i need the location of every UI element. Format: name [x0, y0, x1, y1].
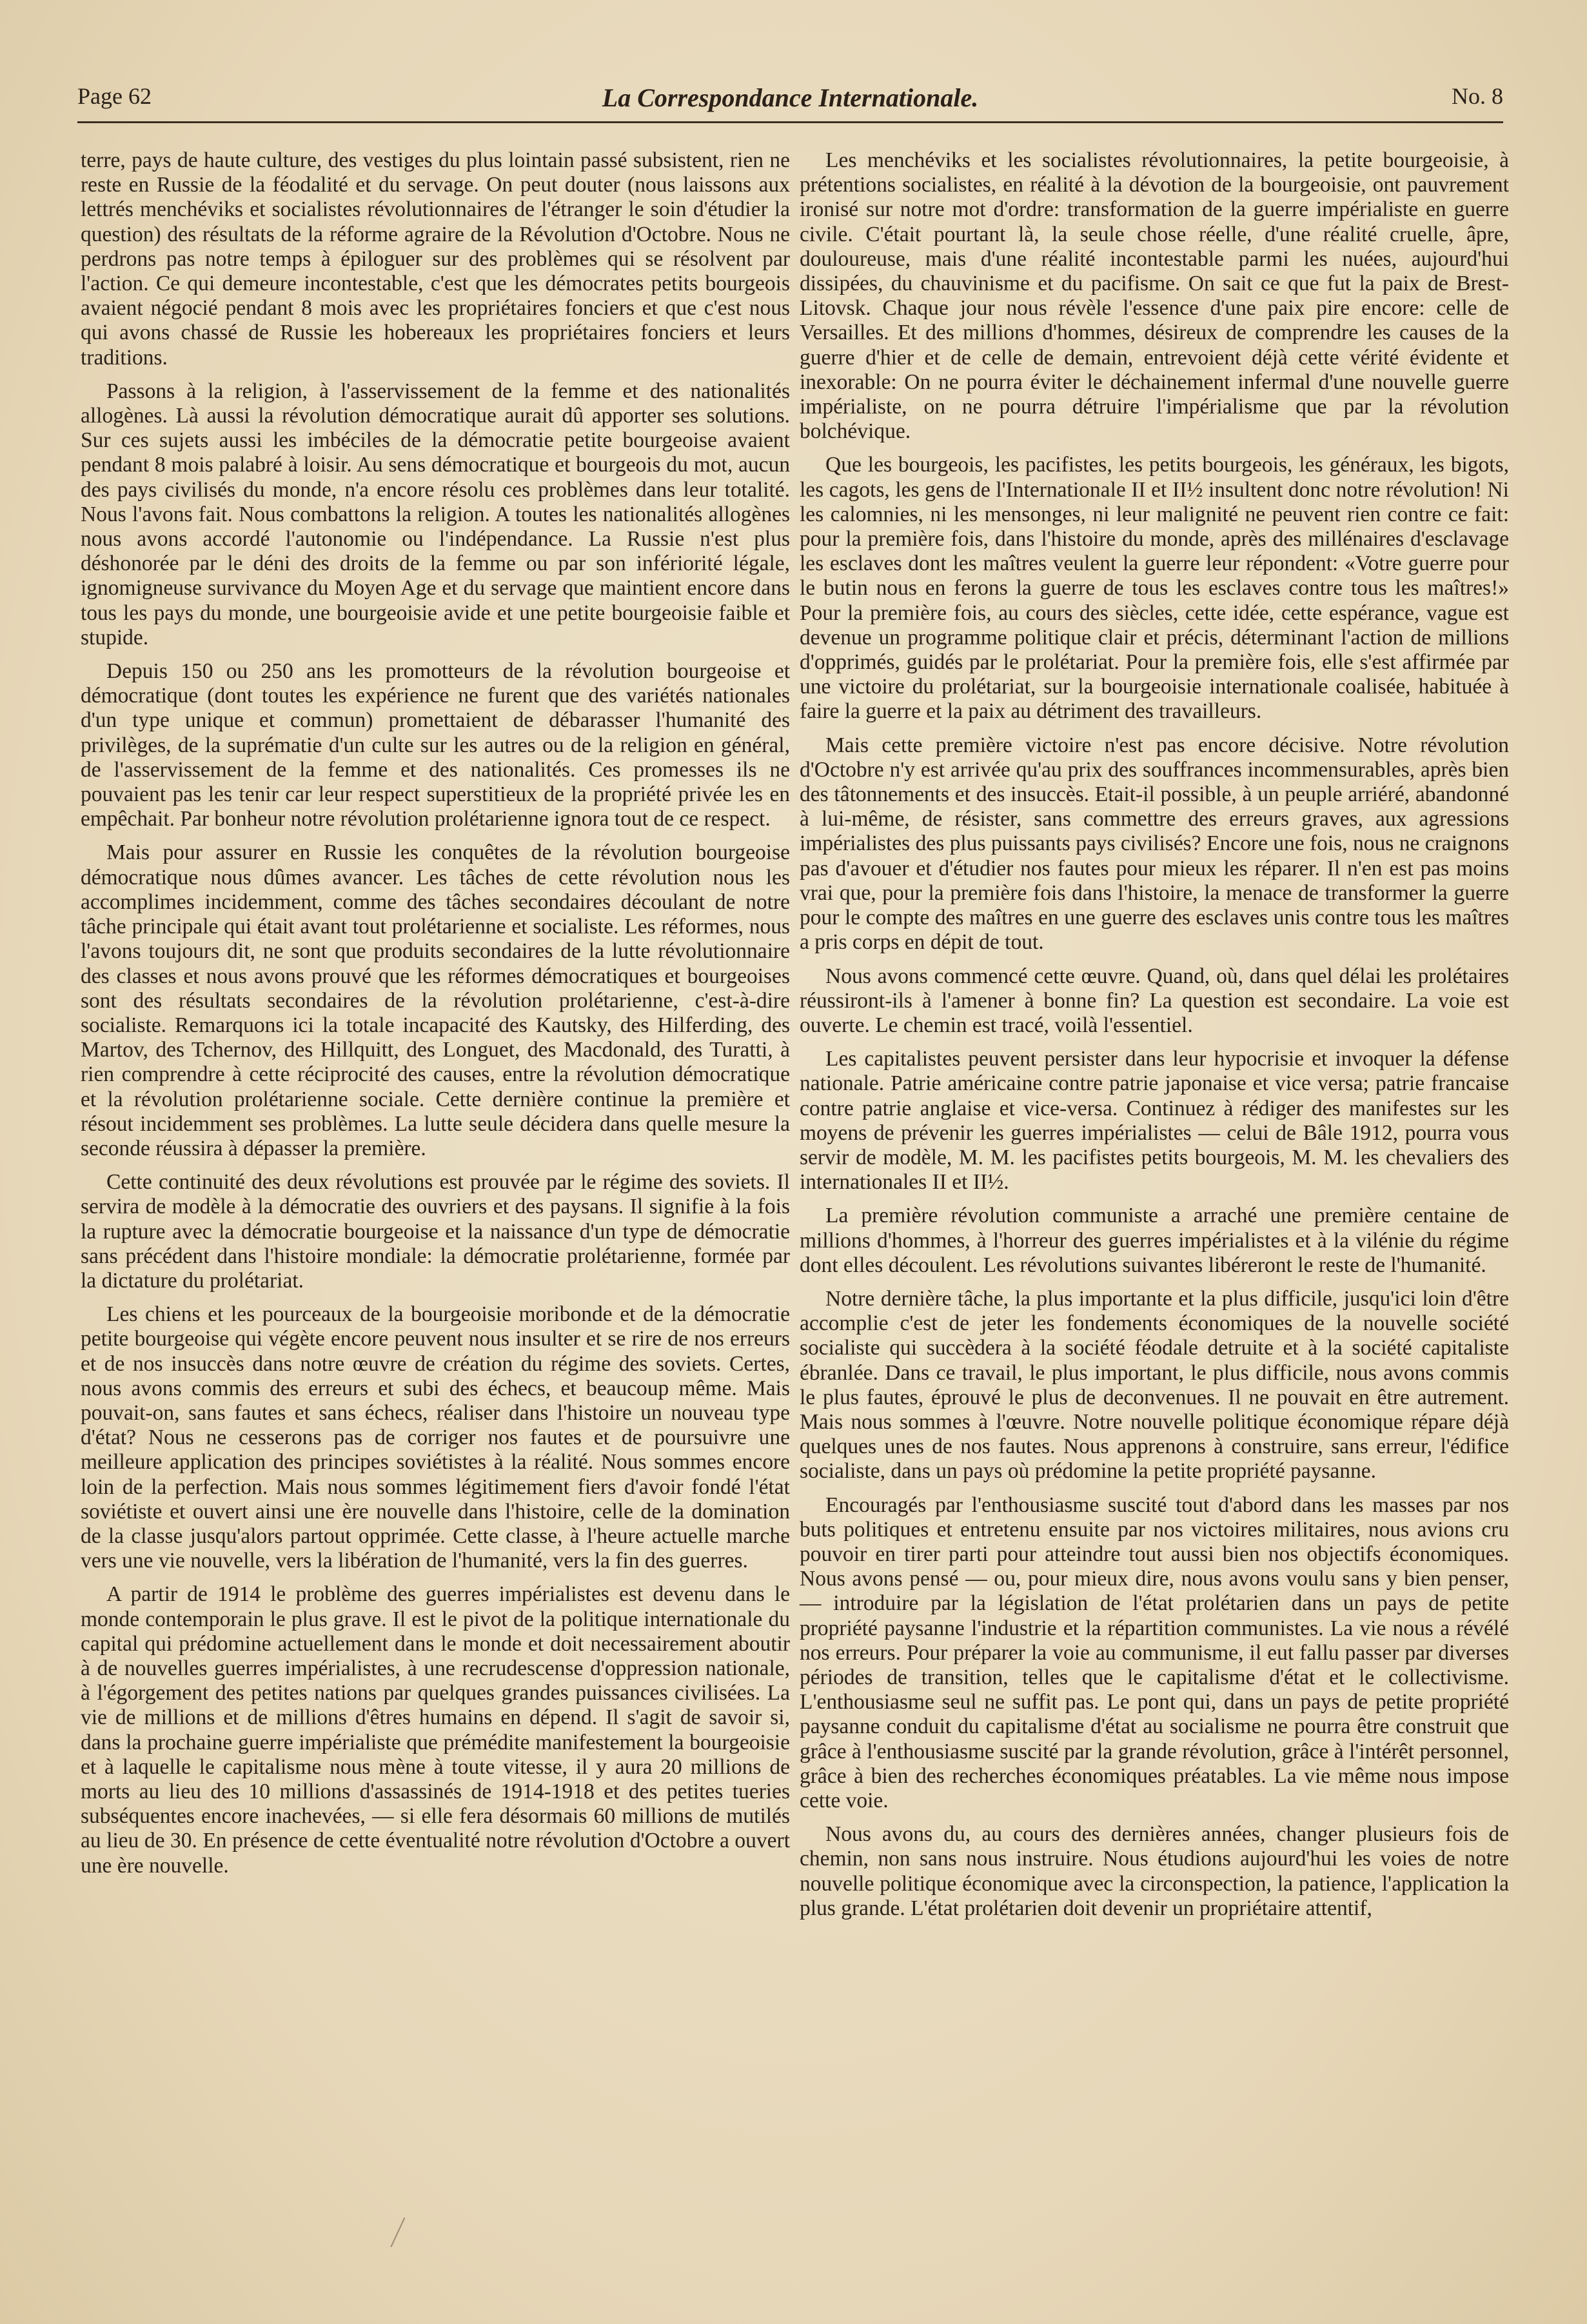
paragraph: Nous avons commencé cette œuvre. Quand, où, dans quel délai les prolétaires réussiront-ils à l'amener à bonne fin? La question est secondaire. La voie est ouverte. Le chemin est tracé, voilà l'essentiel.	[800, 964, 1509, 1037]
paragraph: Les capitalistes peuvent persister dans leur hypocrisie et invoquer la défense nationale. Patrie américaine contre patrie japonaise et vice versa; patrie francaise contre patrie anglaise et vice-versa. Continuez à rédiger des manifestes sur les moyens de prévenir les guerres impérialistes — celui de Bâle 1912, pourra vous servir de modèle, M. M. les pacifistes petits bourgeois, M. M. les chevaliers des internationales II et II½.	[800, 1047, 1509, 1195]
paragraph: Mais cette première victoire n'est pas encore décisive. Notre révolution d'Octobre n'y est arrivée qu'au prix des souffrances incommensurables, après bien des tâtonnements et des insuccès. Etait-il possible, à un peuple arriéré, abandonné à lui-même, de résister, sans commettre des erreurs graves, aux agressions impérialistes des plus puissants pays civilisés? Encore une fois, nous ne craignons pas d'avouer et d'étudier nos fautes pour mieux les réparer. Il n'en est pas moins vrai que, pour la première fois dans l'histoire, la menace de transformer la guerre pour le compte des maîtres en une guerre des esclaves unis contre tous les maîtres a pris corps en dépit de tout.	[800, 733, 1509, 955]
paragraph: Encouragés par l'enthousiasme suscité tout d'abord dans les masses par nos buts politiques et entretenu ensuite par nos victoires militaires, nous avions cru pouvoir en tirer parti pour atteindre tout aussi bien nos objectifs économiques. Nous avons pensé — ou, pour mieux dire, nous avons voulu sans y bien penser, — introduire par la législation de l'état prolétarien dans un pays de petite propriété paysanne l'industrie et la répartition communistes. La vie nous a révélé nos erreurs. Pour préparer la voie au communisme, il eut fallu passer par diverses périodes de transition, telles que le capitalisme d'état et le collectivisme. L'enthousiasme seul ne suffit pas. Le pont qui, dans un pays de petite propriété paysanne conduit du capitalisme d'état au socialisme ne pourra être construit que grâce à l'enthousiasme suscité par la grande révolution, grâce à l'intérêt personnel, grâce à bien des recherches économiques préatables. La vie même nous impose cette voie.	[800, 1493, 1509, 1813]
paragraph: Nous avons du, au cours des dernières années, changer plusieurs fois de chemin, non sans nous instruire. Nous étudions aujourd'hui les voies de notre nouvelle politique économique avec la circonspection, la patience, l'application la plus grande. L'état prolétarien doit devenir un propriétaire attentif,	[800, 1822, 1509, 1920]
paragraph: Les menchéviks et les socialistes révolutionnaires, la petite bourgeoisie, à prétentions socialistes, en réalité à la dévotion de la bourgeoisie, ont pauvrement ironisé sur notre mot d'ordre: transformation de la guerre impérialiste en guerre civile. C'était pourtant là, la seule chose réelle, d'une réalité cruelle, âpre, douloureuse, mais d'une réalité incontestable parmi les nuées, aujourd'hui dissipées, du chauvinisme et du pacifisme. On sait ce que fut la paix de Brest-Litovsk. Chaque jour nous révèle l'essence d'une paix pire encore: celle de Versailles. Et des millions d'hommes, désireux de comprendre les causes de la guerre d'hier et de celle de demain, entrevoient déjà cette vérité évidente et inexorable: On ne pourra éviter le déchainement infermal d'une nouvelle guerre impérialiste, on ne pourra détruire l'impérialisme que par la révolution bolchévique.	[800, 148, 1509, 444]
page-header	[77, 76, 1503, 123]
paragraph: Les chiens et les pourceaux de la bourgeoisie moribonde et de la démocratie petite bourgeoise qui végète encore peuvent nous insulter et se rire de nos erreurs et de nos insuccès dans notre œuvre de création du régime des soviets. Certes, nous avons commis des erreurs et subi des échecs, et beaucoup même. Mais pouvait-on, sans fautes et sans échecs, réaliser dans l'histoire un nouveau type d'état? Nous ne cesserons pas de corriger nos fautes et de poursuivre une meilleure application des principes soviétistes à la réalité. Nous sommes encore loin de la perfection. Mais nous sommes légitimement fiers d'avoir fondé l'état soviétiste et ouvert ainsi une ère nouvelle dans l'histoire, celle de la domination de la classe jusqu'alors partout opprimée. Cette classe, à l'heure actuelle marche vers une vie nouvelle, vers la libération de l'humanité, vers la fin des guerres.	[81, 1302, 790, 1573]
paragraph: Depuis 150 ou 250 ans les promotteurs de la révolution bourgeoise et démocratique (dont toutes les expérience ne furent que des variétés nationales d'un type unique et commun) promettaient de débarasser l'humanité des privilèges, de la suprématie d'un culte sur les autres ou de la religion en général, de l'asservissement de la femme et des nationalités. Ces promesses ils ne pouvaient pas les tenir car leur respect superstitieux de la propriété privée les en empêchait. Par bonheur notre révolution prolétarienne ignora tout de ce respect.	[81, 659, 790, 831]
paragraph: Cette continuité des deux révolutions est prouvée par le régime des soviets. Il servira de modèle à la démocratie des ouvriers et des paysans. Il signifie à la fois la rupture avec la démocratie bourgeoise et la naissance d'un type de démocratie sans précédent dans l'histoire mondiale: la démocratie prolétarienne, formée par la dictature du prolétariat.	[81, 1170, 790, 1293]
pencil-mark	[390, 2218, 417, 2253]
publication-title: La Correspondance Internationale.	[602, 83, 979, 112]
issue-number: No. 8	[1452, 83, 1503, 109]
paragraph: La première révolution communiste a arraché une première centaine de millions d'hommes, à l'horreur des guerres impérialistes et à la vilénie du régime dont elles découlent. Les révolutions suivantes libéreront le reste de l'humanité.	[800, 1204, 1509, 1277]
left-column	[81, 148, 790, 1887]
paragraph: terre, pays de haute culture, des vestiges du plus lointain passé subsistent, rien ne reste en Russie de la féodalité et du servage. On peut douter (nous laissons aux lettrés menchéviks et socialistes révolutionnaires de l'étranger le soin d'étudier la question) des résultats de la réforme agraire de la Révolution d'Octobre. Nous ne perdrons pas notre temps à épiloguer sur des problèmes qui se résolvent par l'action. Ce qui demeure incontestable, c'est que les démocrates petits bourgeois avaient négocié pendant 8 mois avec les propriétaires fonciers et que c'est nous qui avons chassé de Russie les hobereaux les propriétaires fonciers et leurs traditions.	[81, 148, 790, 370]
right-column	[800, 148, 1509, 1930]
paragraph: Notre dernière tâche, la plus importante et la plus difficile, jusqu'ici loin d'être accomplie c'est de jeter les fondements économiques de la nouvelle société socialiste qui succèdera à la société féodale detruite et à la société capitaliste ébranlée. Dans ce travail, le plus important, le plus difficile, nous avons commis le plus fautes, éprouvé le plus de deconvenues. Il ne pouvait en être autrement. Mais nous sommes à l'œuvre. Notre nouvelle politique économique répare déjà quelques unes de nos fautes. Nous apprenons à construire, sans erreur, l'édifice socialiste, dans un pays où prédomine la petite propriété paysanne.	[800, 1286, 1509, 1484]
paragraph: Que les bourgeois, les pacifistes, les petits bourgeois, les généraux, les bigots, les cagots, les gens de l'Internationale II et II½ insultent donc notre révolution! Ni les calomnies, ni les mensonges, ni leur malignité ne peuvent rien contre ce fait: pour la première fois, dans l'histoire du monde, après des millénaires d'esclavage les esclaves dont les maîtres veulent la guerre leur répondent: «Votre guerre pour le butin nous en ferons la guerre de tous les esclaves contre tous les maîtres!» Pour la première fois, au cours des siècles, cette idée, cette espérance, vague est devenue un programme politique clair et précis, déterminant l'action de millions d'opprimés, guidés par le prolétariat. Pour la première fois, elle s'est affirmée par une victoire du prolétariat, sur la bourgeoisie internationale coalisée, habituée à faire la guerre et la paix au détriment des travailleurs.	[800, 453, 1509, 724]
paragraph: Passons à la religion, à l'asservissement de la femme et des nationalités allogènes. Là aussi la révolution démocratique aurait dû apporter ses solutions. Sur ces sujets aussi les imbéciles de la démocratie petite bourgeoise avaient pendant 8 mois palabré à loisir. Au sens démocratique et bourgeois du mot, aucun des pays civilisés du monde, n'a encore résolu ces problèmes dans leur totalité. Nous l'avons fait. Nous combattons la religion. A toutes les nationalités allogènes nous avons accordé l'autonomie ou l'indépendance. La Russie n'est plus déshonorée par le déni des droits de la femme ou par son infériorité légale, ignomigneuse survivance du Moyen Age et du servage que maintient encore dans tous les pays du monde, une bourgeoisie avide et une petite bourgeoisie faible et stupide.	[81, 379, 790, 650]
paragraph: Mais pour assurer en Russie les conquêtes de la révolution bourgeoise démocratique nous dûmes avancer. Les tâches de cette révolution nous les accomplimes incidemment, comme des tâches secondaires découlant de notre tâche principale qui était avant tout prolétarienne et socialiste. Les réformes, nous l'avons toujours dit, ne sont que produits secondaires de la lutte révolutionnaire des classes et nous avons prouvé que les réformes démocratiques et bourgeoises sont des résultats secondaires de la révolution prolétarienne, c'est-à-dire socialiste. Remarquons ici la totale incapacité des Kautsky, des Hilferding, des Martov, des Tchernov, des Hillquitt, des Longuet, des Macdonald, des Turatti, à rien comprendre à cette réciprocité des causes, entre la révolution démocratique et la révolution prolétarienne sociale. Cette dernière continue la première et résout incidemment ses problèmes. La lutte seule décidera dans quelle mesure la seconde réussira à dépasser la première.	[81, 840, 790, 1160]
page-number: Page 62	[77, 83, 152, 109]
paragraph: A partir de 1914 le problème des guerres impérialistes est devenu dans le monde contemporain le plus grave. Il est le pivot de la politique internationale du capital qui prédomine actuellement dans le monde et doit necessairement aboutir à de nouvelles guerres impérialistes, à une recrudescense d'oppression nationale, à l'égorgement des petites nations par quelques grandes puissances civilisées. La vie de millions et de millions d'êtres humains en dépend. Il s'agit de savoir si, dans la prochaine guerre impérialiste que prémédite manifestement la bourgeoisie et à laquelle le capitalisme nous mène à toute vitesse, il y aura 20 millions de morts au lieu des 10 millions d'assassinés de 1914-1918 et des petites tueries subséquentes encore inachevées, — si elle fera désormais 60 millions de mutilés au lieu de 30. En présence de cette éventualité notre révolution d'Octobre a ouvert une ère nouvelle.	[81, 1582, 790, 1878]
